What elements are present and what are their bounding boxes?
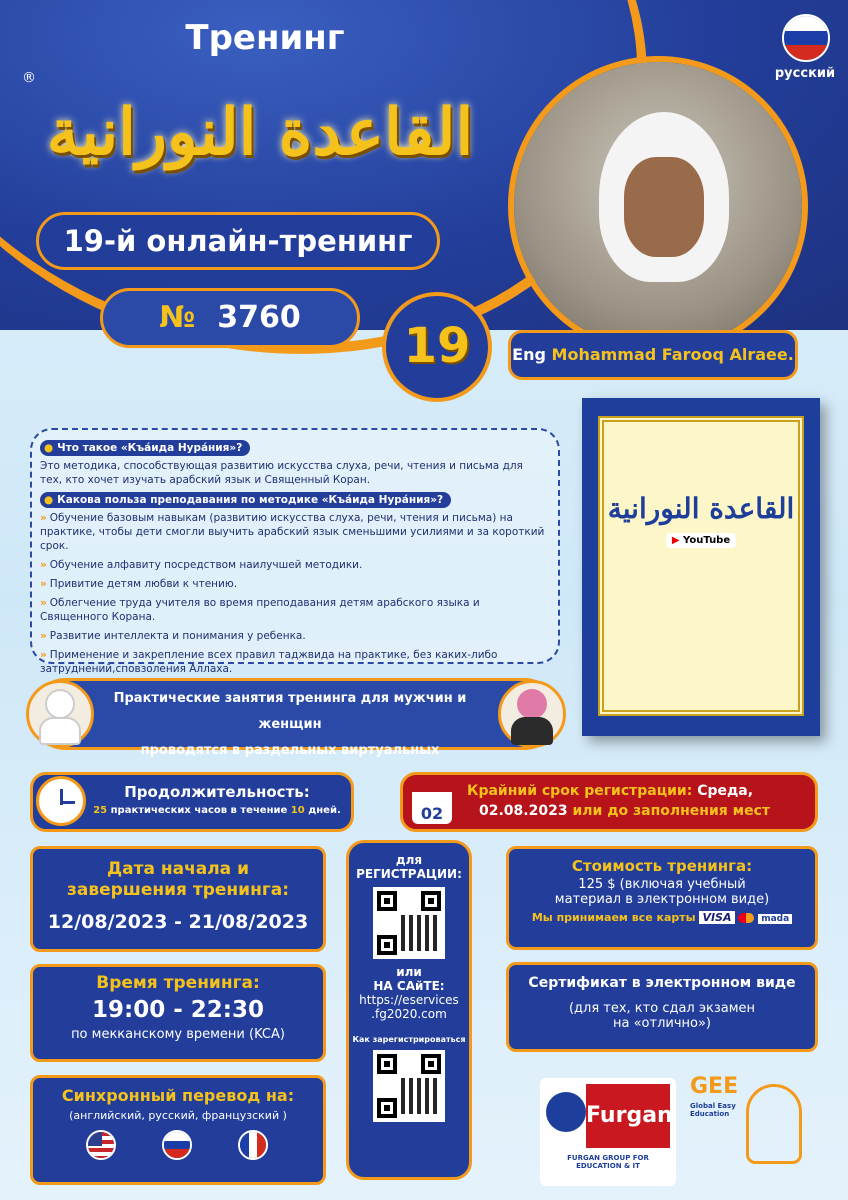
dates-range: 12/08/2023 - 21/08/2023	[47, 911, 309, 933]
cost-line2: материал в электронном виде)	[554, 892, 770, 907]
answer-1: Это методика, способствующая развитию искусства слуха, речи, чтения и письма для тех, кто хочет изучать арабский язык и Священный Коран.	[40, 460, 523, 486]
trainer-prefix: Eng	[512, 345, 546, 364]
bulb-icon: ●	[44, 442, 54, 454]
cost-line1: 125 $ (включая учебный	[578, 877, 746, 892]
reg-how: Как зарегистрироваться	[352, 1035, 466, 1044]
cost-title: Стоимость тренинга:	[571, 857, 753, 875]
arrow-icon: »	[40, 649, 47, 661]
translation-langs: (английский, русский, французский )	[69, 1109, 287, 1122]
dates-title: Дата начала и завершения тренинга:	[67, 859, 289, 900]
benefit-item: » Обучение базовым навыкам (развитию искусства слуха, речи, чтения и письма) на практике, чтобы дети смогли выучить арабский язык сменьшими усилиями и за короткий срок.	[40, 512, 545, 552]
youtube-badge: ▶ YouTube	[666, 533, 736, 548]
russia-flag-icon	[162, 1130, 192, 1160]
mada-icon: mada	[758, 914, 792, 924]
translation-title: Синхронный перевод на:	[61, 1086, 295, 1105]
question-2: ● Какова польза преподавания по методике «Къа́ида Нура́ния»?	[40, 492, 451, 508]
certificate-box	[506, 962, 818, 1052]
woman-avatar-icon	[498, 680, 566, 748]
arrow-icon: »	[40, 512, 47, 524]
book-cover	[582, 398, 820, 736]
number-symbol: №	[159, 300, 196, 335]
duration-title: Продолжительность:	[124, 783, 310, 801]
arrow-icon: »	[40, 559, 47, 571]
certificate-line2: на «отлично»)	[613, 1016, 711, 1031]
gee-logo: GEE Global Easy Education	[690, 1074, 810, 1184]
deadline-date: 02.08.2023	[479, 803, 568, 819]
france-flag-icon	[238, 1130, 268, 1160]
globe-icon	[546, 1092, 586, 1132]
hand-icon	[746, 1084, 802, 1164]
usa-flag-icon	[86, 1130, 116, 1160]
reg-or: или	[396, 965, 422, 979]
arrow-icon: »	[40, 597, 47, 609]
reg-for: для	[395, 853, 423, 867]
deadline-box	[400, 772, 818, 832]
play-icon: ▶	[671, 535, 680, 546]
edition-badge: 19	[382, 292, 492, 402]
bulb-icon: ●	[44, 494, 54, 506]
calendar-icon: 02	[412, 784, 452, 824]
training-number	[100, 288, 360, 348]
time-box	[30, 964, 326, 1062]
deadline-day: Среда,	[697, 783, 754, 799]
benefit-item: » Облегчение труда учителя во время преподавания детям арабского языка и Священного Корана.	[40, 597, 480, 623]
benefit-item: » Развитие интеллекта и понимания у ребенка.	[40, 630, 306, 642]
trainer-name-box	[508, 330, 798, 380]
howto-qr-icon[interactable]	[373, 1050, 445, 1122]
reg-title: РЕГИСТРАЦИИ:	[356, 867, 462, 881]
online-training-label: 19-й онлайн-тренинг	[36, 212, 440, 270]
page-title: Тренинг	[185, 18, 345, 58]
certificate-line1: (для тех, кто сдал экзамен	[568, 1001, 756, 1016]
trainer-photo	[508, 56, 808, 356]
trainer-name: Mohammad Farooq Alraee.	[551, 345, 794, 364]
face-shape	[624, 157, 704, 257]
question-1: ● Что такое «Къа́ида Нура́ния»?	[40, 440, 250, 456]
duration-text: 25 практических часов в течение 10 дней.	[93, 805, 341, 816]
book-title: القاعدة النورانية	[607, 492, 795, 525]
registration-qr-icon[interactable]	[373, 887, 445, 959]
time-zone: по мекканскому времени (KCA)	[71, 1027, 285, 1042]
russia-flag-icon	[782, 14, 830, 62]
benefit-item: » Обучение алфавиту посредством наилучшей методики.	[40, 559, 363, 571]
registration-column	[346, 840, 472, 1180]
number-value: 3760	[217, 300, 301, 335]
time-range: 19:00 - 22:30	[92, 997, 264, 1023]
reg-url-line1[interactable]: https://eservices	[359, 993, 459, 1007]
reg-site-label: НА САйТЕ:	[373, 979, 445, 993]
registered-mark: ®	[22, 70, 36, 86]
reg-url-line2[interactable]: .fg2020.com	[371, 1007, 447, 1021]
book-inner-page	[598, 416, 804, 716]
arrow-icon: »	[40, 578, 47, 590]
visa-icon: VISA	[699, 911, 734, 924]
furgan-logo: Furgan FURGAN GROUP FOR EDUCATION & IT	[540, 1078, 676, 1186]
certificate-title: Сертификат в электронном виде	[528, 975, 796, 991]
practice-text: Практические занятия тренинга для мужчин и женщин проводятся в раздельных виртуальных	[113, 691, 467, 758]
info-box	[30, 428, 560, 675]
deadline-label: Крайний срок регистрации:	[467, 783, 693, 799]
mastercard-icon	[738, 913, 754, 923]
arrow-icon: »	[40, 630, 47, 642]
man-avatar-icon	[26, 680, 94, 748]
cost-cards: Мы принимаем все карты VISA mada	[509, 911, 815, 924]
deadline-suffix: или до заполнения мест	[572, 803, 770, 819]
arabic-logo: القاعدة النورانية	[46, 95, 474, 170]
benefit-item: » Привитие детям любви к чтению.	[40, 578, 238, 590]
dates-box	[30, 846, 326, 952]
benefit-item: » Применение и закрепление всех правил таджвида на практике, без каких-либо затруднений,сповзоления Аллаха.	[40, 649, 498, 675]
time-title: Время тренинга:	[96, 973, 260, 993]
cost-box	[506, 846, 818, 950]
language-label: русский	[774, 66, 836, 81]
clock-icon	[36, 776, 86, 826]
